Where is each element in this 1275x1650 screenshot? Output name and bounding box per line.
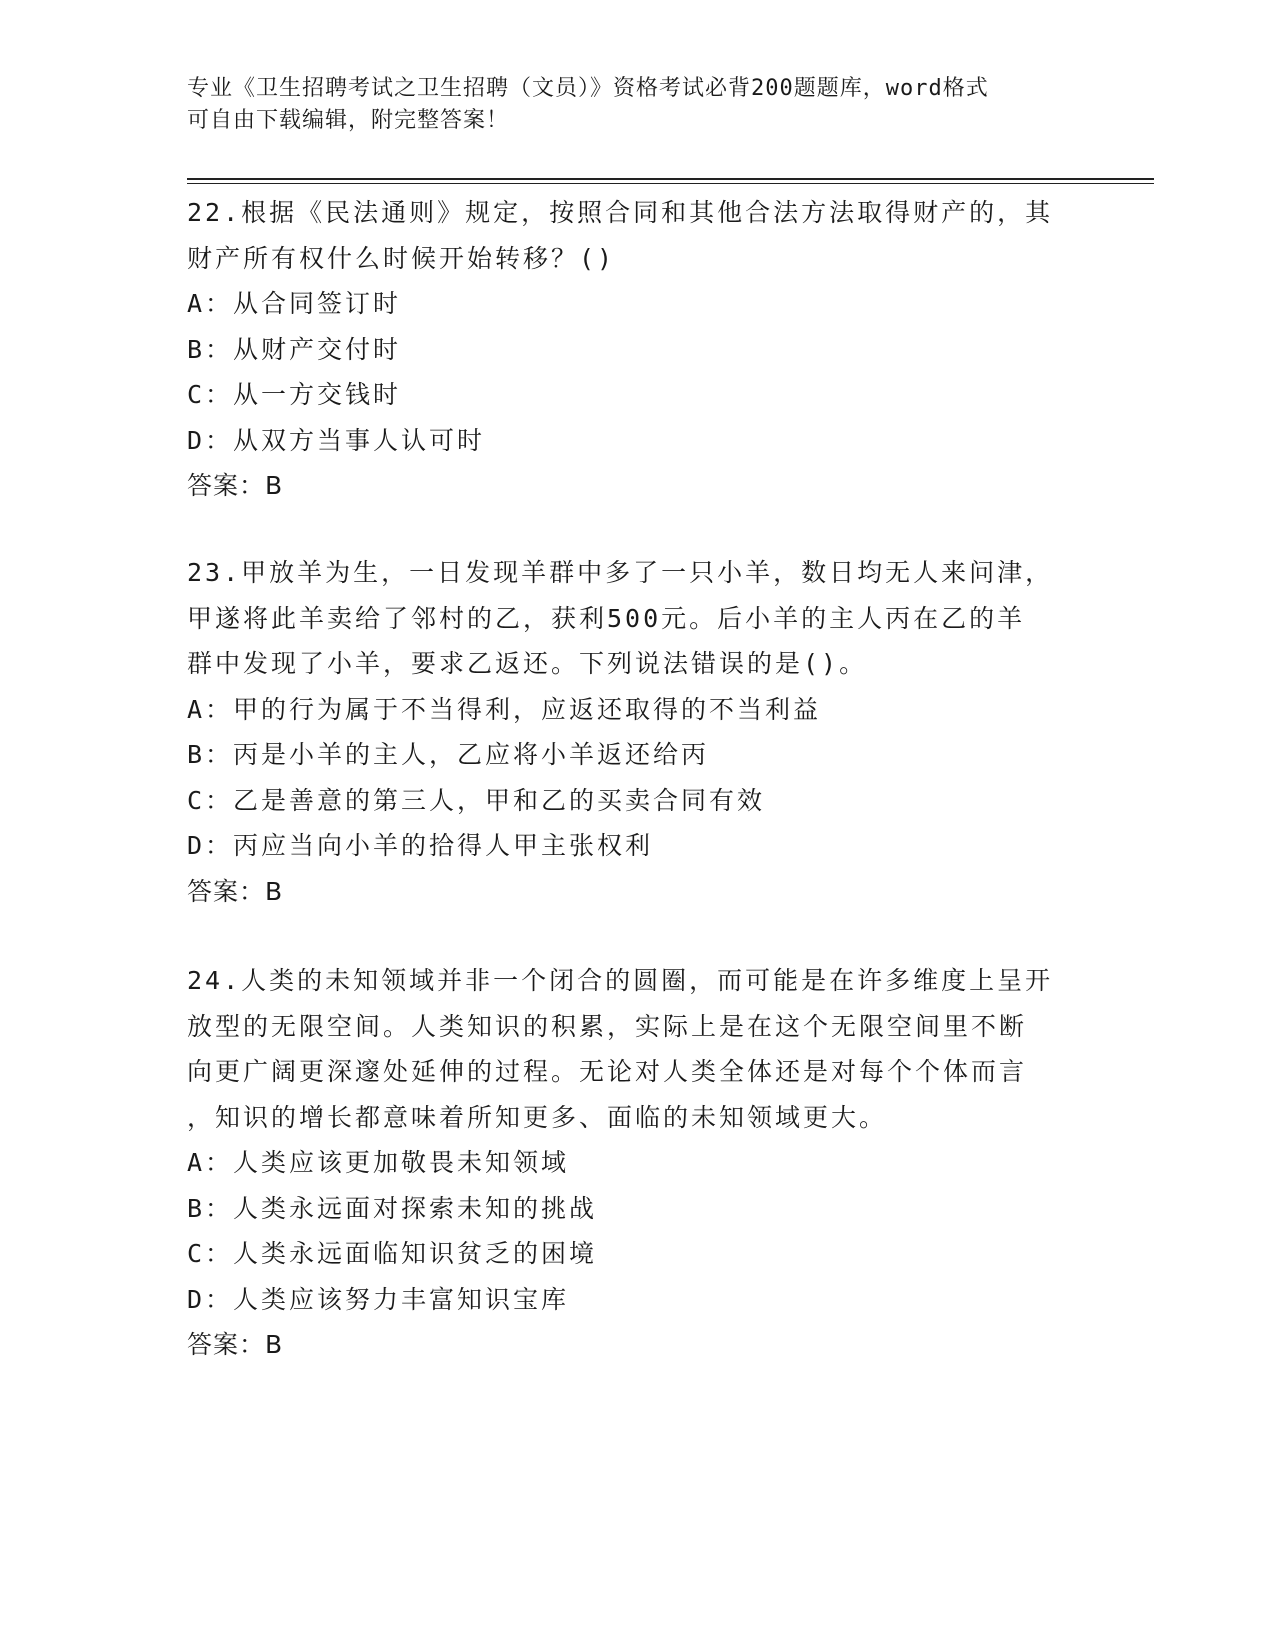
- option-b: B：从财产交付时: [187, 334, 402, 364]
- option-a: A：甲的行为属于不当得利，应返还取得的不当利益: [187, 694, 822, 724]
- question-stem-line: 甲遂将此羊卖给了邻村的乙，获利500元。后小羊的主人丙在乙的羊: [187, 603, 1026, 633]
- header-divider-thick: [187, 178, 1154, 180]
- option-d: D：从双方当事人认可时: [187, 425, 486, 455]
- option-a: A：人类应该更加敬畏未知领域: [187, 1148, 570, 1177]
- question-22: [187, 190, 1087, 509]
- option-c: C：乙是善意的第三人，甲和乙的买卖合同有效: [187, 785, 766, 815]
- answer-line: 答案：B: [187, 876, 284, 906]
- question-stem-line: 财产所有权什么时候开始转移？(): [187, 243, 616, 273]
- question-23: [187, 550, 1087, 914]
- document-header: [187, 73, 1067, 137]
- option-d: D：人类应该努力丰富知识宝库: [187, 1284, 570, 1314]
- header-line-2: 可自由下载编辑，附完整答案！: [187, 108, 510, 133]
- option-b: B：丙是小羊的主人，乙应将小羊返还给丙: [187, 740, 710, 769]
- header-line-1: 专业《卫生招聘考试之卫生招聘（文员）》资格考试必背200题题库，word格式: [187, 76, 989, 101]
- answer-line: 答案：B: [187, 471, 284, 500]
- answer-line: 答案：B: [187, 1330, 284, 1359]
- option-c: C：从一方交钱时: [187, 380, 402, 409]
- question-stem-line: 放型的无限空间。人类知识的积累，实际上是在这个无限空间里不断: [187, 1011, 1028, 1041]
- question-stem-line: 23.甲放羊为生，一日发现羊群中多了一只小羊，数日均无人来问津，: [187, 558, 1054, 587]
- header-divider-thin: [187, 183, 1154, 184]
- option-d: D：丙应当向小羊的拾得人甲主张权利: [187, 831, 654, 860]
- option-c: C：人类永远面临知识贫乏的困境: [187, 1239, 598, 1268]
- question-stem-line: 24.人类的未知领域并非一个闭合的圆圈，而可能是在许多维度上呈开: [187, 966, 1054, 995]
- option-a: A：从合同签订时: [187, 289, 402, 318]
- question-stem-line: 群中发现了小羊，要求乙返还。下列说法错误的是()。: [187, 649, 868, 678]
- question-stem-line: 22.根据《民法通则》规定，按照合同和其他合法方法取得财产的，其: [187, 198, 1054, 227]
- option-b: B：人类永远面对探索未知的挑战: [187, 1193, 598, 1223]
- question-stem-line: 向更广阔更深邃处延伸的过程。无论对人类全体还是对每个个体而言: [187, 1057, 1028, 1086]
- question-stem-line: ，知识的增长都意味着所知更多、面临的未知领域更大。: [187, 1102, 888, 1132]
- question-24: [187, 958, 1087, 1368]
